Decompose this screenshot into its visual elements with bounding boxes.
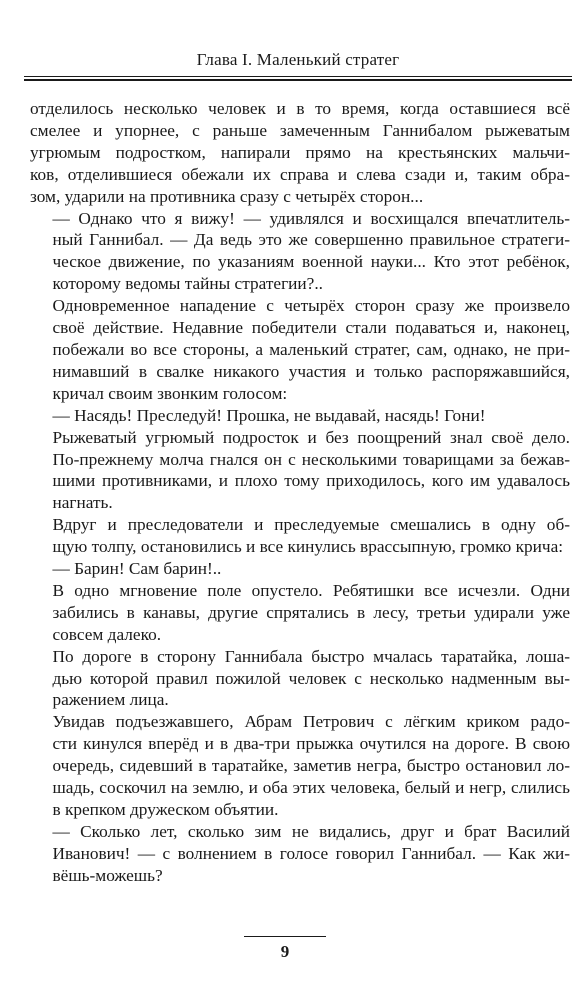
paragraph [30, 295, 570, 405]
text-line: Одновременное нападение с четырёх сторон сразу же произвело [52, 296, 570, 316]
text-line: побежали во все стороны, а маленький стратег, сам, однако, не при- [52, 339, 570, 359]
text-line: ков, отделившиеся обежали их справа и слева сзади и, таким обра- [30, 164, 570, 184]
paragraph [30, 427, 570, 515]
text-line: зом, ударили на противника сразу с четырёх сторон... [30, 186, 424, 206]
text-line: щую толпу, остановились и все кинулись врассыпную, громко крича: [52, 537, 564, 557]
text-line: в крепком дружеском объятии. [52, 800, 279, 819]
text-line: ный Ганнибал. — Да ведь это же совершенно правильное стратеги- [52, 230, 570, 250]
header-rule-thin [24, 76, 572, 77]
paragraph [30, 558, 570, 580]
paragraph [30, 646, 570, 712]
paragraph [30, 580, 570, 646]
text-line: По-прежнему молча гнался он с несколькими товарищами за бежав- [52, 449, 570, 469]
text-line: нагнать. [52, 493, 113, 513]
text-line: — Однако что я вижу! — удивлялся и восхищался впечатлитель- [52, 208, 570, 228]
paragraph [30, 514, 570, 558]
running-header [24, 50, 572, 70]
text-line: дью которой правил пожилой человек с несколько надменным вы- [52, 668, 570, 688]
paragraph [30, 711, 570, 821]
text-line: кричал своим звонким голосом: [52, 383, 288, 403]
body-text [30, 98, 570, 887]
footer-rule [244, 936, 326, 937]
text-line: Иванович! — с волнением в голосе говорил Ганнибал. — Как жи- [52, 843, 570, 863]
text-line: В одно мгновение поле опустело. Ребятишки все исчезли. Одни [52, 580, 570, 600]
text-line: шими противниками, и плохо тому приходилось, кого им удавалось [52, 471, 570, 491]
text-line: вёшь-можешь? [52, 865, 163, 885]
text-line: которому ведомы тайны стратегии?.. [52, 274, 323, 294]
text-line: забились в канавы, другие спрятались в лесу, третьи удирали уже [52, 602, 570, 622]
text-line: совсем далеко. [52, 624, 162, 644]
text-line: Увидав подъезжавшего, Абрам Петрович с лёгким криком радо- [52, 712, 570, 732]
text-line: смелее и упорнее, с раньше замеченным Ганнибалом рыжеватым [30, 120, 570, 140]
paragraph [30, 208, 570, 296]
text-line: своё действие. Недавние победители стали подаваться и, наконец, [52, 318, 570, 338]
text-line: Вдруг и преследователи и преследуемые смешались в одну об- [52, 515, 570, 535]
header-rule-thick [24, 79, 572, 81]
text-line: — Сколько лет, сколько зим не видались, друг и брат Василий [52, 821, 570, 841]
paragraph [30, 98, 570, 208]
paragraph [30, 405, 570, 427]
text-line: По дороге в сторону Ганнибала быстро мчалась таратайка, лоша- [52, 646, 570, 666]
text-line: — Барин! Сам барин!.. [52, 559, 222, 579]
text-line: нимавший в свалке никакого участия и только распоряжавшийся, [52, 361, 570, 381]
text-line: Рыжеватый угрюмый подросток и без поощрений знал своё дело. [52, 427, 570, 447]
text-line: ражением лица. [52, 690, 169, 710]
text-line: очередь, сидевший в таратайке, заметив негра, быстро остановил ло- [52, 756, 570, 776]
text-line: сти кинулся вперёд и в два-три прыжка очутился на дороге. В свою [52, 734, 570, 754]
text-line: — Насядь! Преследуй! Прошка, не выдавай, насядь! Гони! [52, 405, 486, 425]
running-title: Глава I. Маленький стратег [196, 50, 400, 69]
paragraph [30, 821, 570, 887]
text-line: угрюмым подростком, напирали прямо на крестьянских мальчи- [30, 142, 570, 162]
text-line: отделилось несколько человек и в то время, когда оставшиеся всё [30, 99, 570, 118]
text-line: ческое движение, по указаниям военной науки... Кто этот ребёнок, [52, 252, 570, 272]
text-line: шадь, соскочил на землю, и оба этих человека, белый и негр, слились [52, 778, 570, 798]
page-number: 9 [280, 942, 290, 961]
